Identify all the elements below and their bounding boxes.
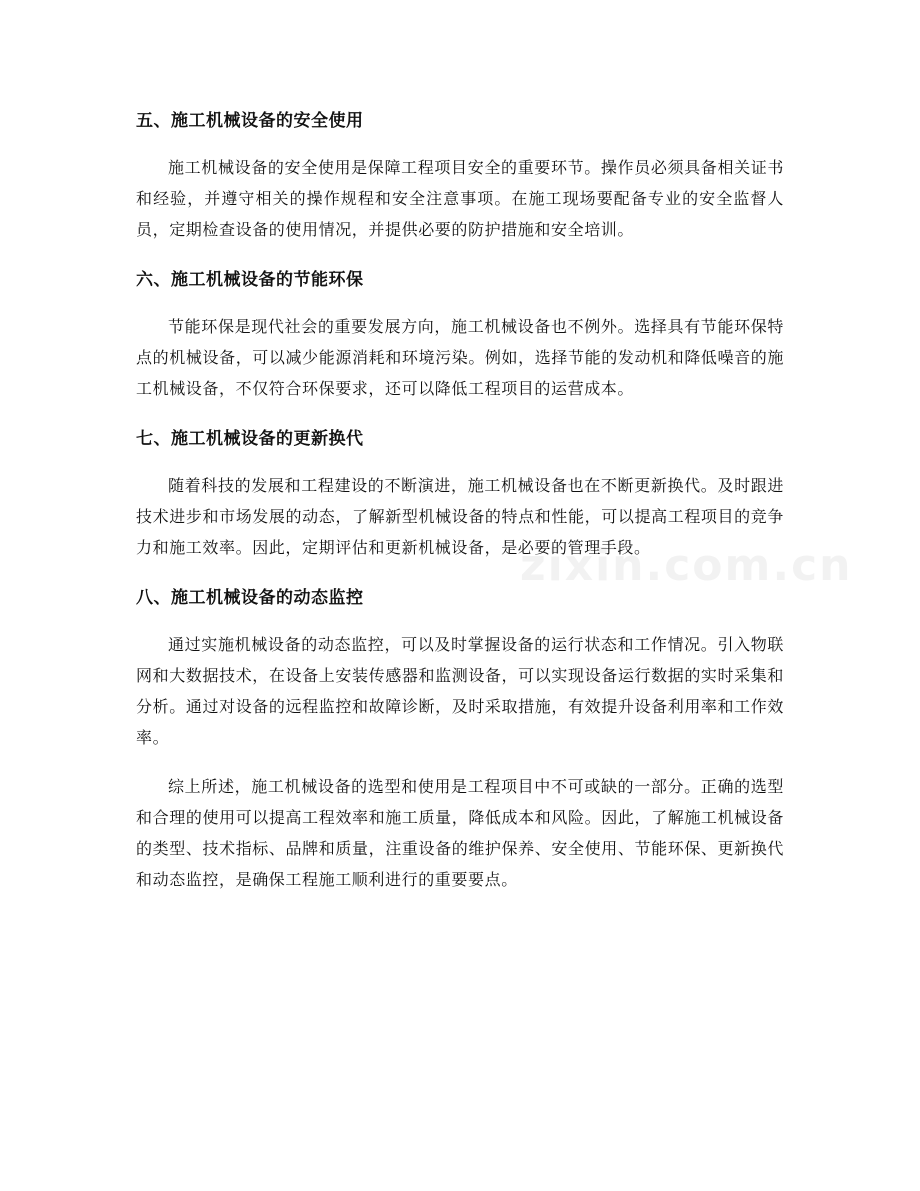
document-body	[136, 104, 784, 895]
section-heading-6: 六、施工机械设备的节能环保	[136, 270, 364, 290]
section-paragraph: 施工机械设备的安全使用是保障工程项目安全的重要环节。操作员必须具备相关证书和经验，并遵守相关的操作规程和安全注意事项。在施工现场要配备专业的安全监督人员，定期检查设备的使用情况，并提供必要的防护措施和安全培训。	[136, 158, 784, 239]
section-paragraph: 通过实施机械设备的动态监控，可以及时掌握设备的运行状态和工作情况。引入物联网和大数据技术，在设备上安装传感器和监测设备，可以实现设备运行数据的实时采集和分析。通过对设备的远程监控和故障诊断，及时采取措施，有效提升设备利用率和工作效率。	[136, 635, 784, 747]
section-heading-7: 七、施工机械设备的更新换代	[136, 429, 364, 449]
watermark: zixin.com.cn	[520, 540, 853, 591]
section-heading-5: 五、施工机械设备的安全使用	[136, 111, 364, 131]
conclusion-paragraph: 综上所述，施工机械设备的选型和使用是工程项目中不可或缺的一部分。正确的选型和合理的使用可以提高工程效率和施工质量，降低成本和风险。因此，了解施工机械设备的类型、技术指标、品牌和质量，注重设备的维护保养、安全使用、节能环保、更新换代和动态监控，是确保工程施工顺利进行的重要要点。	[136, 777, 784, 889]
section-heading-8: 八、施工机械设备的动态监控	[136, 588, 364, 608]
section-paragraph: 随着科技的发展和工程建设的不断演进，施工机械设备也在不断更新换代。及时跟进技术进步和市场发展的动态，了解新型机械设备的特点和性能，可以提高工程项目的竞争力和施工效率。因此，定期评估和更新机械设备，是必要的管理手段。	[136, 476, 784, 557]
section-paragraph: 节能环保是现代社会的重要发展方向，施工机械设备也不例外。选择具有节能环保特点的机械设备，可以减少能源消耗和环境污染。例如，选择节能的发动机和降低噪音的施工机械设备，不仅符合环保要求，还可以降低工程项目的运营成本。	[136, 317, 784, 398]
